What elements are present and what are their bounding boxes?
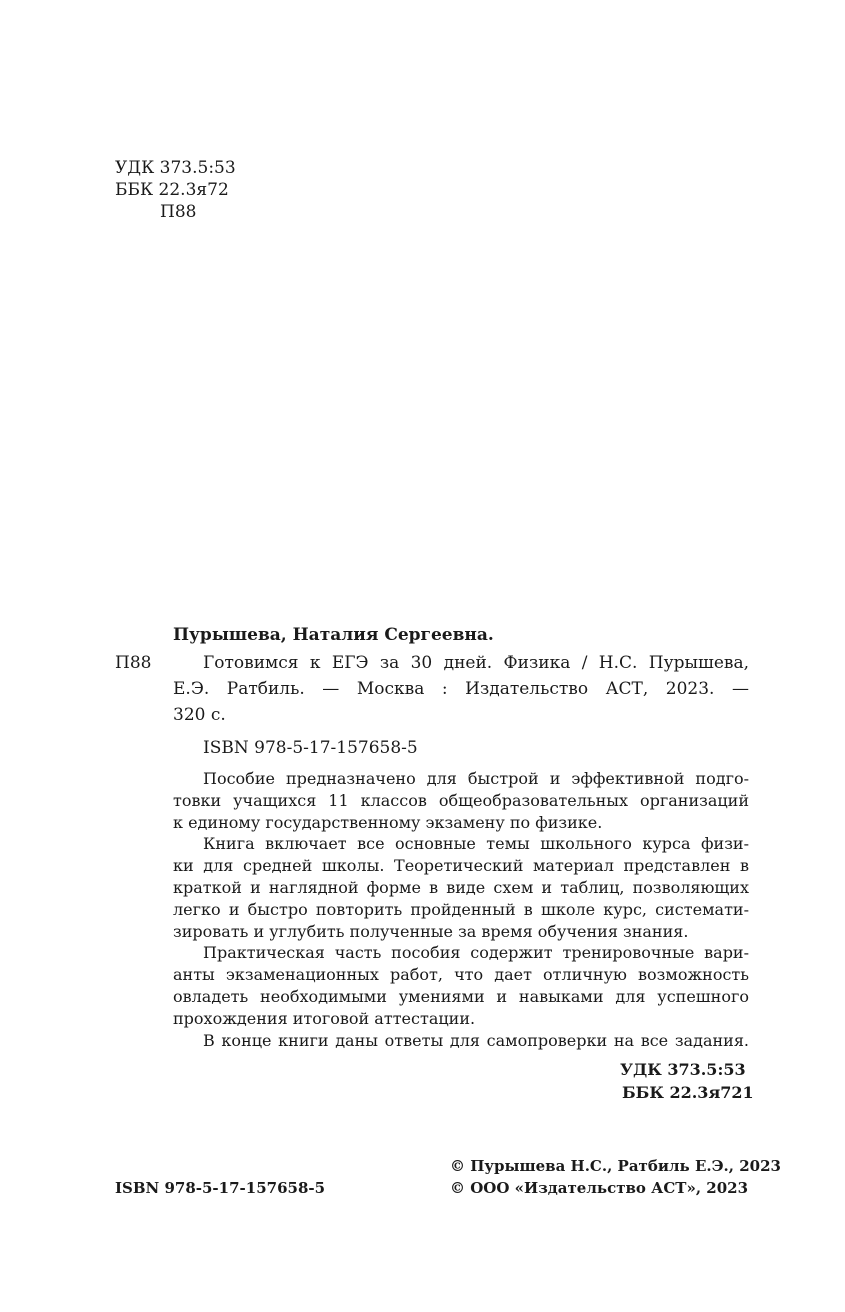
- catalog-description: [173, 650, 749, 728]
- author-mark: П88: [160, 202, 197, 222]
- annotation-line: легко и быстро повторить пройденный в школе курс, системати-: [173, 899, 749, 919]
- annotation-line: Практическая часть пособия содержит тренировочные вари-: [203, 943, 749, 963]
- annotation-line: прохождения итоговой аттестации.: [173, 1008, 476, 1028]
- description-line: Е.Э. Ратбиль. — Москва : Издательство АСТ, 2023. —: [173, 679, 749, 699]
- description-line: Готовимся к ЕГЭ за 30 дней. Физика / Н.С. Пурышева,: [203, 653, 749, 673]
- catalog-cipher: П88: [115, 653, 152, 673]
- copyright-authors: © Пурышева Н.С., Ратбиль Е.Э., 2023: [450, 1157, 781, 1175]
- footer-udk-code: УДК 373.5:53: [620, 1060, 746, 1079]
- catalog-isbn: ISBN 978-5-17-157658-5: [203, 738, 418, 758]
- annotation-line: краткой и наглядной форме в виде схем и таблиц, позволяющих: [173, 877, 749, 897]
- annotation-line: анты экзаменационных работ, что дает отличную возможность: [173, 965, 749, 985]
- annotation-line: В конце книги даны ответы для самопроверки на все задания.: [203, 1030, 749, 1050]
- annotation-line: Пособие предназначено для быстрой и эффективной подго-: [203, 769, 749, 788]
- annotation-line: ки для средней школы. Теоретический материал представлен в: [173, 856, 749, 876]
- annotation-line: товки учащихся 11 классов общеобразовательных организаций: [173, 790, 749, 810]
- copyright-block: [450, 1155, 781, 1199]
- annotation-line: Книга включает все основные темы школьного курса физи-: [203, 834, 749, 854]
- copyright-publisher: © ООО «Издательство АСТ», 2023: [450, 1179, 749, 1197]
- annotation-text: [173, 768, 749, 1051]
- annotation-line: зировать и углубить полученные за время обучения знания.: [173, 921, 689, 941]
- udk-code: УДК 373.5:53: [115, 158, 236, 178]
- description-line: 320 с.: [173, 705, 226, 725]
- footer-codes: [600, 1058, 754, 1104]
- annotation-line: овладеть необходимыми умениями и навыками для успешного: [173, 986, 749, 1006]
- annotation-line: к единому государственному экзамену по физике.: [173, 812, 603, 832]
- bbk-code: ББК 22.3я72: [115, 180, 229, 200]
- footer-isbn: ISBN 978-5-17-157658-5: [115, 1179, 326, 1197]
- author-heading: Пурышева, Наталия Сергеевна.: [173, 625, 494, 645]
- footer-bbk-code: ББК 22.3я721: [622, 1083, 754, 1102]
- header-codes: [115, 157, 236, 223]
